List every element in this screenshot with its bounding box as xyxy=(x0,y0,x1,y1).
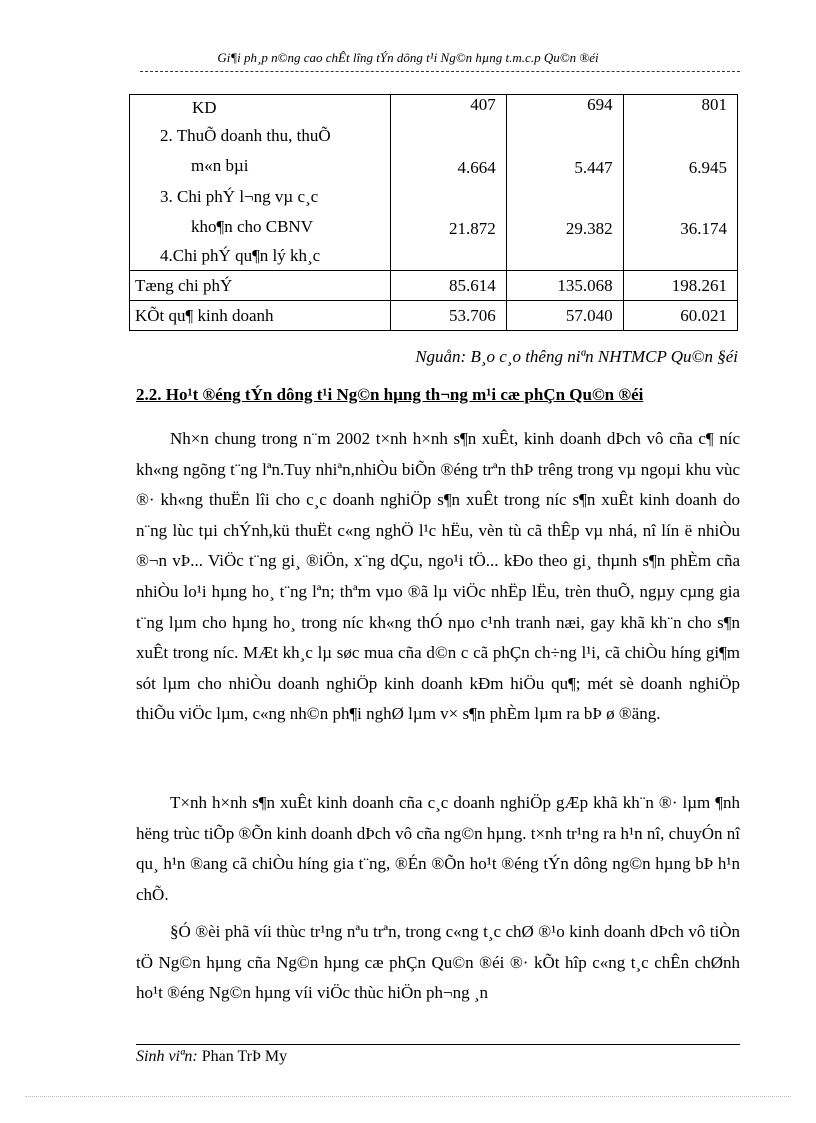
row-label xyxy=(130,182,391,243)
table-row xyxy=(130,121,738,182)
total-costs-label: Tæng chi phÝ xyxy=(130,271,391,301)
value-cell: 57.040 xyxy=(506,301,623,331)
body-paragraph: T×nh h×nh s¶n xuÊt kinh doanh cña c¸c doanh nghiÖp gÆp khã kh¨n ®· lµm ¶nh hëng trùc tiÕp ®Õn kinh doanh dÞch vô cña ng©n hµng. t×nh tr¹ng ra h¹n nî, chuyÓn nî qu¸ h¹n ®ang cã chiÒu híng gia t¨ng, ®Én ®Õn ho¹t ®éng tÝn dông ng©n hµng bÞ h¹n chÕ. xyxy=(136,793,740,904)
footer-divider xyxy=(136,1044,740,1045)
body-paragraph: Nh×n chung trong n¨m 2002 t×nh h×nh s¶n xuÊt, kinh doanh dÞch vô cña c¶ níc kh«ng ngõng t¨ng lªn.Tuy nhiªn,nhiÒu biÕn ®éng trªn thÞ trêng trong vµ ngoµi khu vùc ®· kh«ng thuËn lîi cho c¸c doanh nghiÖp s¶n xuÊt trong níc s¶n xuÊt kinh doanh do n¨ng lùc tµi chÝnh,kü thuËt c«ng nghÖ l¹c hËu, vèn tù cã thÊp vµ nhá, nî lín ë nhiÒu ®¬n vÞ... ViÖc t¨ng gi¸ ®iÖn, x¨ng dÇu, ngo¹i tÖ... kÐo theo gi¸ thµnh s¶n phÈm cña nhiÒu lo¹i hµng ho¸ t¨ng lªn; thªm vµo ®ã lµ viÖc nhËp lËu, trèn thuÕ, ngµy cµng gia t¨ng lµm cho hµng ho¸ trong níc kh«ng thÓ nµo c¹nh tranh næi, gay khã kh¨n cho s¶n xuÊt trong níc. MÆt kh¸c lµ søc mua cña d©n c cã phÇn ch÷ng l¹i, cã chiÒu híng gi¶m sót lµm cho nhiÒu doanh nghiÖp kinh doanh kÐm hiÖu qu¶; mét sè doanh nghiÖp thiÕu viÖc lµm, c«ng nh©n ph¶i nghØ lµm v× s¶n phÈm lµm ra bÞ ø ®äng. xyxy=(136,429,740,724)
value-cell: 135.068 xyxy=(506,271,623,301)
value-cell xyxy=(506,243,623,271)
footer-label: Sinh viªn: xyxy=(136,1048,198,1065)
value-cell: 60.021 xyxy=(623,301,737,331)
student-name: Phan TrÞ My xyxy=(201,1048,288,1065)
value-cell: 801 xyxy=(623,95,737,121)
table-row xyxy=(130,182,738,243)
business-result-label: KÕt qu¶ kinh doanh xyxy=(130,301,391,331)
table-row xyxy=(130,95,738,121)
row-label-line: kho¶n cho CBNV xyxy=(191,216,313,236)
footer xyxy=(136,1048,287,1066)
header-divider xyxy=(140,71,740,72)
row-label-line: 2. ThuÕ doanh thu, thuÕ xyxy=(160,125,331,145)
value-cell: 5.447 xyxy=(506,121,623,182)
row-label: 4.Chi phÝ qu¶n lý kh¸c xyxy=(130,243,391,271)
total-costs-row xyxy=(130,271,738,301)
value-cell: 85.614 xyxy=(391,271,507,301)
source-note: Nguån: B¸o c¸o thêng niªn NHTMCP Qu©n §éi xyxy=(415,347,738,366)
value-cell: 198.261 xyxy=(623,271,737,301)
value-cell: 407 xyxy=(391,95,507,121)
value-cell: 36.174 xyxy=(623,182,737,243)
financial-table xyxy=(129,94,738,331)
value-cell: 694 xyxy=(506,95,623,121)
table-row xyxy=(130,243,738,271)
row-label-line: 3. Chi phÝ l¬ng vµ c¸c xyxy=(160,186,319,206)
body-paragraph: §Ó ®èi phã víi thùc tr¹ng nªu trªn, trong c«ng t¸c chØ ®¹o kinh doanh dÞch vô tiÒn tÖ Ng©n hµng cña Ng©n hµng cæ phÇn Qu©n ®éi ®· kÕt hîp c«ng t¸c chÊn chØnh ho¹t ®éng Ng©n hµng víi viÖc thùc hiÖn ph¬ng ¸n xyxy=(136,922,740,1003)
section-heading: 2.2. Ho¹t ®éng tÝn dông t¹i Ng©n hµng th¬ng m¹i cæ phÇn Qu©n ®éi xyxy=(136,385,644,404)
value-cell: 21.872 xyxy=(391,182,507,243)
value-cell: 29.382 xyxy=(506,182,623,243)
business-result-row xyxy=(130,301,738,331)
row-label: KD xyxy=(130,95,391,121)
running-header: Gi¶i ph¸p n©ng cao chÊt lîng tÝn dông t¹i Ng©n hµng t.m.c.p Qu©n ®éi xyxy=(217,50,599,65)
value-cell: 4.664 xyxy=(391,121,507,182)
page-bottom-border xyxy=(25,1096,791,1097)
row-label-line: m«n bµi xyxy=(191,155,249,175)
value-cell: 53.706 xyxy=(391,301,507,331)
value-cell: 6.945 xyxy=(623,121,737,182)
value-cell xyxy=(391,243,507,271)
row-label xyxy=(130,121,391,182)
value-cell xyxy=(623,243,737,271)
